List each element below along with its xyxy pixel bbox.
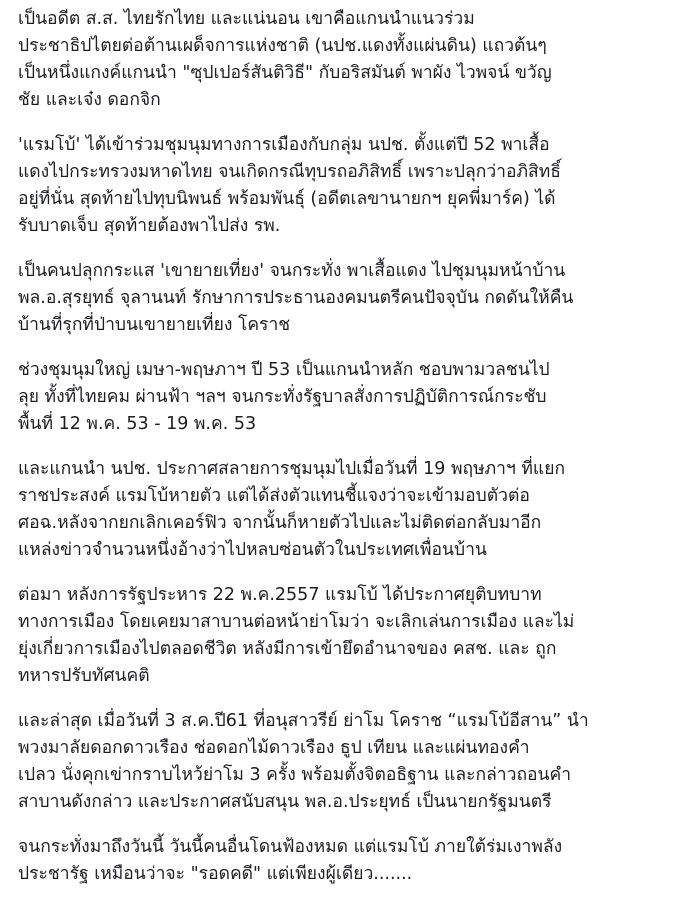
paragraph-line: พล.อ.สุรยุทธ์ จุลานนท์ รักษาการประธานองคมนตรีคนปัจจุบัน กดดันให้คืน	[18, 288, 574, 308]
paragraph-line: ต่อมา หลังการรัฐประหาร 22 พ.ค.2557 แรมโบ้ ได้ประกาศยุติบทบาท	[18, 585, 542, 605]
paragraph-line: ทางการเมือง โดยเคยมาสาบานต่อหน้าย่าโมว่า จะเลิกเล่นการเมือง และไม่	[18, 612, 575, 632]
post-paragraph	[18, 708, 690, 816]
paragraph-line: เปลว นั่งคุกเข่ากราบไหว้ย่าโม 3 ครั้ง พร้อมตั้งจิตอธิฐาน และกล่าวถอนคำ	[18, 765, 572, 785]
post-paragraph	[18, 834, 690, 888]
paragraph-line: 'แรมโบ้' ได้เข้าร่วมชุมนุมทางการเมืองกับกลุ่ม นปช. ตั้งแต่ปี 52 พาเสื้อ	[18, 135, 550, 155]
paragraph-line: แหล่งข่าวจำนวนหนึ่งอ้างว่าไปหลบซ่อนตัวในประเทศเพื่อนบ้าน	[18, 540, 487, 560]
paragraph-line: สาบานดังกล่าว และประกาศสนับสนุน พล.อ.ประยุทธ์ เป็นนายกรัฐมนตรี	[18, 792, 552, 812]
post-paragraph	[18, 6, 690, 114]
post-body	[18, 6, 690, 906]
paragraph-line: ยุ่งเกี่ยวการเมืองไปตลอดชีวิต หลังมีการเข้ายึดอำนาจของ คสช. และ ถูก	[18, 639, 557, 659]
paragraph-line: ราชประสงค์ แรมโบ้หายตัว แต่ได้ส่งตัวแทนชี้แจงว่าจะเข้ามอบตัวต่อ	[18, 486, 530, 506]
paragraph-line: ชัย และเจ๋ง ดอกจิก	[18, 90, 161, 110]
paragraph-line: พื้นที่ 12 พ.ค. 53 - 19 พ.ค. 53	[18, 414, 257, 434]
post-paragraph	[18, 357, 690, 438]
paragraph-line: ทหารปรับทัศนคติ	[18, 666, 150, 686]
paragraph-line: อยู่ที่นั่น สุดท้ายไปทุบนิพนธ์ พร้อมพันธุ์ (อดีตเลขานายกฯ ยุคพี่มาร์ค) ได้	[18, 189, 556, 209]
post-paragraph	[18, 132, 690, 240]
paragraph-line: ประชารัฐ เหมือนว่าจะ "รอดคดี" แต่เพียงผู้เดียว.......	[18, 864, 413, 884]
paragraph-line: บ้านที่รุกที่ป่าบนเขายายเที่ยง โคราช	[18, 315, 291, 335]
paragraph-line: รับบาดเจ็บ สุดท้ายต้องพาไปส่ง รพ.	[18, 216, 281, 236]
post-paragraph	[18, 258, 690, 339]
paragraph-line: ประชาธิปไตยต่อต้านเผด็จการแห่งชาติ (นปช.แดงทั้งแผ่นดิน) แถวต้นๆ	[18, 36, 547, 56]
post-paragraph	[18, 582, 690, 690]
paragraph-line: และล่าสุด เมื่อวันที่ 3 ส.ค.ปี61 ที่อนุสาวรีย์ ย่าโม โคราช “แรมโบ้อีสาน” นำ	[18, 711, 589, 731]
paragraph-line: แดงไปกระทรวงมหาดไทย จนเกิดกรณีทุบรถอภิสิทธิ์ เพราะปลุกว่าอภิสิทธิ์	[18, 162, 561, 182]
post-paragraph	[18, 456, 690, 564]
paragraph-line: ช่วงชุมนุมใหญ่ เมษา-พฤษภาฯ ปี 53 เป็นแกนนำหลัก ชอบพามวลชนไป	[18, 360, 550, 380]
paragraph-line: เป็นคนปลุกกระแส 'เขายายเที่ยง' จนกระทั่ง พาเสื้อแดง ไปชุมนุมหน้าบ้าน	[18, 261, 566, 281]
paragraph-line: และแกนนำ นปช. ประกาศสลายการชุมนุมไปเมื่อวันที่ 19 พฤษภาฯ ที่แยก	[18, 459, 566, 479]
paragraph-line: พวงมาลัยดอกดาวเรือง ช่อดอกไม้ดาวเรือง ธูป เทียน และแผ่นทองคำ	[18, 738, 530, 758]
paragraph-line: เป็นหนึ่งแกงค์แกนนำ "ซุปเปอร์สันติวิธี" กับอริสมันต์ พาผัง ไวพจน์ ขวัญ	[18, 63, 552, 83]
paragraph-line: ลุย ทั้งที่ไทยคม ผ่านฟ้า ฯลฯ จนกระทั่งรัฐบาลสั่งการปฏิบัติการณ์กระชับ	[18, 387, 547, 407]
paragraph-line: จนกระทั่งมาถึงวันนี้ วันนี้คนอื่นโดนฟ้องหมด แต่แรมโบ้ ภายใต้ร่มเงาพลัง	[18, 837, 563, 857]
paragraph-line: ศอฉ.หลังจากยกเลิกเคอร์ฟิว จากนั้นก็หายตัวไปและไม่ติดต่อกลับมาอีก	[18, 513, 542, 533]
paragraph-line: เป็นอดีต ส.ส. ไทยรักไทย และแน่นอน เขาคือแกนนำแนวร่วม	[18, 9, 475, 29]
